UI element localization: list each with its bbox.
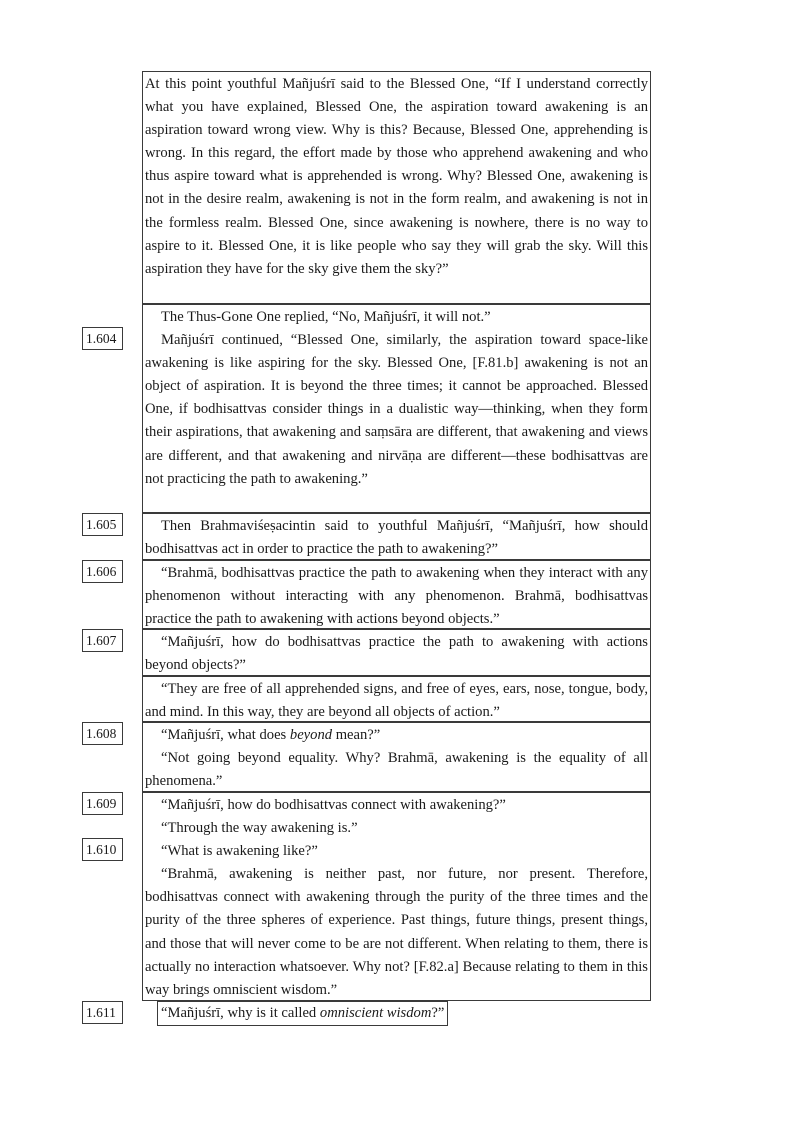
- paragraph-number: 1.607: [82, 629, 123, 652]
- paragraph-number: 1.610: [82, 838, 123, 861]
- paragraph-number: 1.606: [82, 560, 123, 583]
- text-block: [142, 560, 651, 629]
- text-block: [142, 676, 651, 722]
- text-block: [157, 1001, 448, 1026]
- paragraph: At this point youthful Mañjuśrī said to the Blessed One, “If I understand correctly what you have explained, Blessed One, the aspiration toward awakening is an aspiration toward wrong view. Why is this? Because, Blessed One, apprehending is wrong. In this regard, the effort made by those who apprehend awakening and who thus aspire toward what is apprehended is wrong. Why? Blessed One, awakening is not in the desire realm, awakening is not in the form realm, and awakening is not in the formless realm. Blessed One, since awakening is nowhere, there is no way to aspire to it. Blessed One, it is like people who say they will grab the sky. Will this aspiration they have for the sky give them the sky?”: [145, 76, 648, 277]
- paragraph: “Not going beyond equality. Why? Brahmā, awakening is the equality of all phenomena.”: [145, 750, 648, 790]
- paragraph: “They are free of all apprehended signs, and free of eyes, ears, nose, tongue, body, and mind. In this way, they are beyond all objects of action.”: [145, 681, 648, 721]
- paragraph: Mañjuśrī continued, “Blessed One, similarly, the aspiration toward space-like awakening is like aspiring for the sky. Blessed One, [F.81.b] awakening is not an object of aspiration. It is beyond the three times; it cannot be approached. Blessed One, if bodhisattvas consider things in a dualistic way—thinking, when they form their aspirations, that awakening and saṃsāra are different, that awakening and views are different, and that awakening and nirvāṇa are different—these bodhisattvas are not practicing the path to awakening.”: [145, 332, 648, 487]
- text-block: [142, 792, 651, 1001]
- paragraph: “Mañjuśrī, how do bodhisattvas connect with awakening?”: [161, 797, 506, 813]
- paragraph-number: 1.608: [82, 722, 123, 745]
- paragraph: “Brahmā, bodhisattvas practice the path to awakening when they interact with any phenomenon without interacting with any phenomenon. Brahmā, bodhisattvas practice the path to awakening with actions beyond objects.”: [145, 565, 648, 628]
- paragraph: “Mañjuśrī, what does beyond mean?”: [161, 727, 381, 743]
- paragraph-number: 1.604: [82, 327, 123, 350]
- paragraph: “Through the way awakening is.”: [161, 820, 358, 837]
- paragraph: “What is awakening like?”: [161, 843, 318, 860]
- paragraph: “Mañjuśrī, why is it called omniscient wisdom?”: [161, 1005, 445, 1021]
- paragraph: Then Brahmaviśeṣacintin said to youthful Mañjuśrī, “Mañjuśrī, how should bodhisattvas act in order to practice the path to awakening?”: [145, 518, 648, 558]
- paragraph: The Thus-Gone One replied, “No, Mañjuśrī, it will not.”: [161, 309, 491, 325]
- paragraph: “Mañjuśrī, how do bodhisattvas practice the path to awakening with actions beyond objects?”: [145, 634, 648, 674]
- paragraph-number: 1.609: [82, 792, 123, 815]
- text-block: [142, 629, 651, 676]
- text-block: [142, 722, 651, 792]
- text-block: [142, 304, 651, 513]
- paragraph-number: 1.605: [82, 513, 123, 536]
- paragraph: “Brahmā, awakening is neither past, nor future, nor present. Therefore, bodhisattvas connect with awakening through the purity of the three times and the purity of the three spheres of experience. Past things, future things, present things, and those that will never come to be are not different. When relating to them, there is actually no interaction whatsoever. Why not? [F.82.a] Because relating to them in this way brings omniscient wisdom.”: [145, 866, 648, 998]
- text-block: [142, 71, 651, 304]
- paragraph-number: 1.611: [82, 1001, 123, 1024]
- text-block: [142, 513, 651, 560]
